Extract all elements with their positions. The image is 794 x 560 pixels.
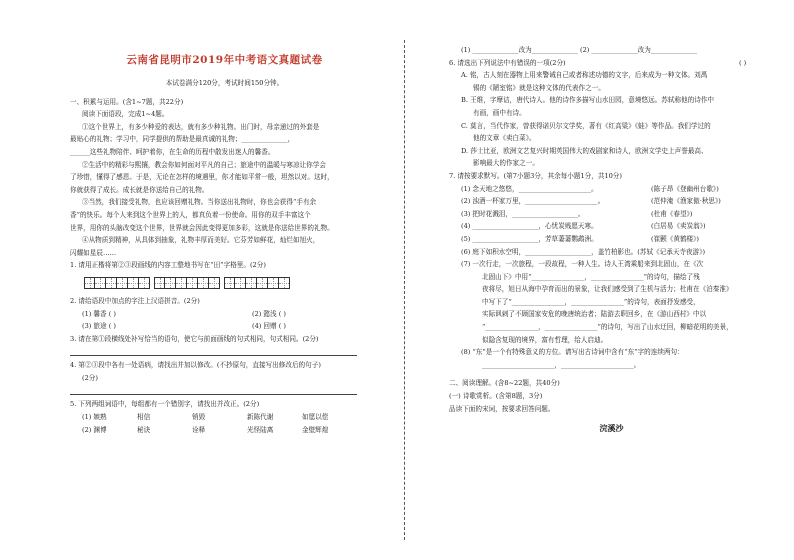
q5-row [70, 424, 379, 437]
q7-8-answer[interactable]: ______________________，______________________。 [482, 360, 641, 369]
q7-line[interactable]: (1) 念天地之悠悠，______________________。 [461, 184, 598, 193]
q7-7-line[interactable]: 北固山下》中用“________________，________________”的诗句，描绘了残 [482, 272, 700, 281]
q7-source: (白居易《卖炭翁》) [651, 222, 706, 231]
grid-block[interactable] [154, 277, 220, 289]
passage-intro: 阅读下面语段，完成1~4题。 [82, 110, 169, 119]
question-2: 2. 请给语段中加点的字注上汉语拼音。(2分) [70, 296, 200, 305]
q7-item [449, 208, 774, 221]
exam-title: 云南省昆明市2019年中考语文真题试卷 [126, 54, 323, 66]
q2-item[interactable]: (3) 旅途 ( ) [82, 322, 116, 331]
q6-option: 有画，画中有诗。 [473, 108, 526, 117]
passage-line: 了珍惜，懂得了感恩。于是，无论在怎样的境遇里，你才能如平常一般，坦然以对。这时， [70, 173, 334, 182]
answer-line[interactable] [70, 345, 357, 356]
q2-item[interactable]: (1) 馨香 ( ) [82, 309, 116, 318]
q6-option: 影响最大的作家之一。 [473, 159, 539, 168]
q7-7-line: 似隐含复现的境界，富有哲理，给人启迪。 [482, 335, 608, 344]
q7-7-line: 夜将尽，旭日从海中孕育而出的景象，让我们感受到了生机与活力；杜甫在《泊秦淮》 [482, 285, 733, 294]
q7-line[interactable]: (4) ____________________，心忧炭贱愿天寒。 [461, 222, 598, 231]
grid-block[interactable] [224, 277, 290, 289]
passage-line: ②生活中的精彩与熙攘，教会你如何面对平凡的自己；旅途中的温暖与寒凉让你学会 [82, 160, 326, 169]
q7-7-line[interactable]: 中写下了“________________，________________”的诗句，表面抒发感受， [482, 297, 700, 306]
q7-source: (崔颢《黄鹤楼》) [651, 234, 700, 243]
q2-row [70, 308, 379, 321]
q6-option: C. 莫言，当代作家，曾获得诺贝尔文学奖，著有《红高粱》《蛙》等作品。我们学过的 [461, 121, 711, 130]
section1-header: 一、积累与运用。(含1~7题，共22分) [70, 97, 184, 106]
q7-source: (陈子昂《登幽州台歌》) [651, 184, 719, 193]
answer-line[interactable] [70, 384, 357, 395]
subsection-poetry: (一) 诗歌赏析。(含第8题，3分) [449, 392, 543, 401]
poem-title: 浣溪沙 [599, 423, 624, 434]
passage-line: ④从物质到精神，从具体到抽象，礼物丰厚而美好。它芬芳如鲜花，灿烂如旭火， [82, 236, 320, 245]
q5-row [70, 411, 379, 424]
q5-word: 金壁辉煌 [302, 425, 329, 434]
passage-line: ③当然，我们接受礼物，也应该回赠礼物。当你送出礼物时，你也会获得“手有余 [82, 198, 317, 207]
q5-word: (2) 渊博 [82, 425, 107, 434]
q6-option: D. 莎士比亚，欧洲文艺复兴时期英国伟大的戏剧家和诗人，欧洲文学史上声誉最高、 [461, 146, 708, 155]
question-3: 3. 请在第①段横线处补写恰当的语句，使它与前面画线的句式相同，句式相同。(2分) [70, 334, 319, 343]
q5-word: 相信 [137, 413, 151, 422]
q7-line[interactable]: (5) ____________________，芳草萋萋鹦鹉洲。 [461, 234, 598, 243]
q7-item [449, 233, 774, 246]
q7-item [449, 195, 774, 208]
q6-option: 他的文章《卖白菜》。 [473, 134, 536, 143]
writing-grid[interactable] [84, 277, 379, 289]
q7-item [449, 246, 774, 259]
passage-line: 你就获得了成长。成长就是你送给自己的礼物。 [70, 185, 209, 194]
q7-line[interactable]: (6) 庭下如积水空明，____________________，盖竹柏影也。(苏轼《记承天寺夜游》) [461, 247, 706, 256]
right-page [397, 0, 794, 560]
q7-7-line: (7) 一次行走，一次旅程，一段故程，一种人生。诗人王湾乘船来到北固山，在《次 [461, 260, 704, 269]
q7-item [449, 220, 774, 233]
q7-line[interactable]: (3) 把时花溅泪，____________________。 [461, 209, 585, 218]
q2-row [70, 320, 379, 333]
q2-item[interactable]: (4) 回赠 ( ) [252, 322, 286, 331]
passage-line: 最贴心的礼物；学习中，同学提供的帮助是最真诚的礼物；______________， [70, 135, 295, 144]
q6-option: B. 王维，字摩诘，唐代诗人。他的诗作多描写山水田园，意境悠远。苏轼称他的诗作中 [461, 96, 715, 105]
question-6: 6. 请选出下列说法中有错误的一项(2分) [449, 58, 566, 67]
q5-word: 秘诀 [137, 425, 151, 434]
q6-option: 锡的《陋室铭》就是这种文体的代表作之一。 [473, 83, 605, 92]
q5-word: 诠释 [192, 425, 206, 434]
q7-source: (范仲淹《渔家傲·秋思》) [651, 197, 721, 206]
q5-answer[interactable]: (1) ______________改为______________ (2) ______________改为______________ [461, 46, 697, 54]
passage-line: 闪耀如星辰…… [70, 248, 117, 257]
question-1: 1. 请用正楷将第②③段画线的内容工整地书写在“田”字格里。(2分) [70, 261, 266, 270]
q7-7-line: 实际讽刺了不顾国家安危的晚唐统治者；陆游去职回乡，在《游山西村》中以 [482, 310, 707, 319]
q7-line[interactable]: (2) 浊酒一杯家万里，______________________。 [461, 197, 605, 206]
passage-line: ①这个世界上，有多少种爱的表达，就有多少种礼物。出门时，母亲递过的外套是 [82, 122, 320, 131]
poem-intro: 品读下面的宋词，按要求回答问题。 [449, 404, 555, 413]
q7-source: (杜甫《春望》) [651, 209, 693, 218]
exam-info: 本试卷满分120分，考试时间150分钟。 [165, 79, 284, 87]
question-7: 7. 请按要求默写。(第7小题3分，其余每小题1分，共10分) [449, 171, 622, 180]
passage-line: 世界，用你的头脑改变这个世界，世界就会因此变得更加多彩，这就是你送给世界的礼物。 [70, 223, 334, 232]
q2-item[interactable]: (2) 懿浅 ( ) [252, 309, 286, 318]
passage-line: ______这些礼物陪伴、呵护着你，在生命的历程中散发出迷人的馨香。 [70, 147, 275, 156]
q6-answer-paren[interactable]: ( ) [739, 58, 747, 67]
q5-word: 如愿以偿 [302, 413, 329, 422]
q7-7-line[interactable]: “________________，________________”的诗句，写出了山水迂回，柳暗花明的美景， [482, 323, 733, 332]
q5-word: 光怪陆离 [247, 425, 274, 434]
q6-option: A. 铭，古人刻在器物上用来警诫自己或者称述功德的文字，后来成为一种文体。刘禹 [461, 71, 708, 80]
q5-word: (1) 嫉熟 [82, 413, 107, 422]
passage-line: 香”的快乐。每个人来到这个世界上的人，都真负着一份使命。用你的双手丰富这个 [70, 210, 311, 219]
q4-score: (2分) [82, 373, 98, 382]
q5-word: 新陈代谢 [247, 413, 274, 422]
section2-header: 二、阅读理解。(含8~22题，共40分) [449, 379, 560, 388]
question-4: 4. 第②③段中各有一处语病，请找出并加以修改。(不抄原句，直接写出修改后的句子) [70, 361, 321, 370]
grid-block[interactable] [84, 277, 150, 289]
question-6-row [449, 57, 774, 70]
q7-8-line: (8) “东”是一个有特殊意义的方位。请写出古诗词中含有“东”字的连续两句： [461, 348, 684, 357]
q5-word: 销毁 [192, 413, 206, 422]
q7-item [449, 183, 774, 196]
question-5: 5. 下列两组词语中，每组都有一个错别字，请找出并改正。(2分) [70, 400, 260, 409]
